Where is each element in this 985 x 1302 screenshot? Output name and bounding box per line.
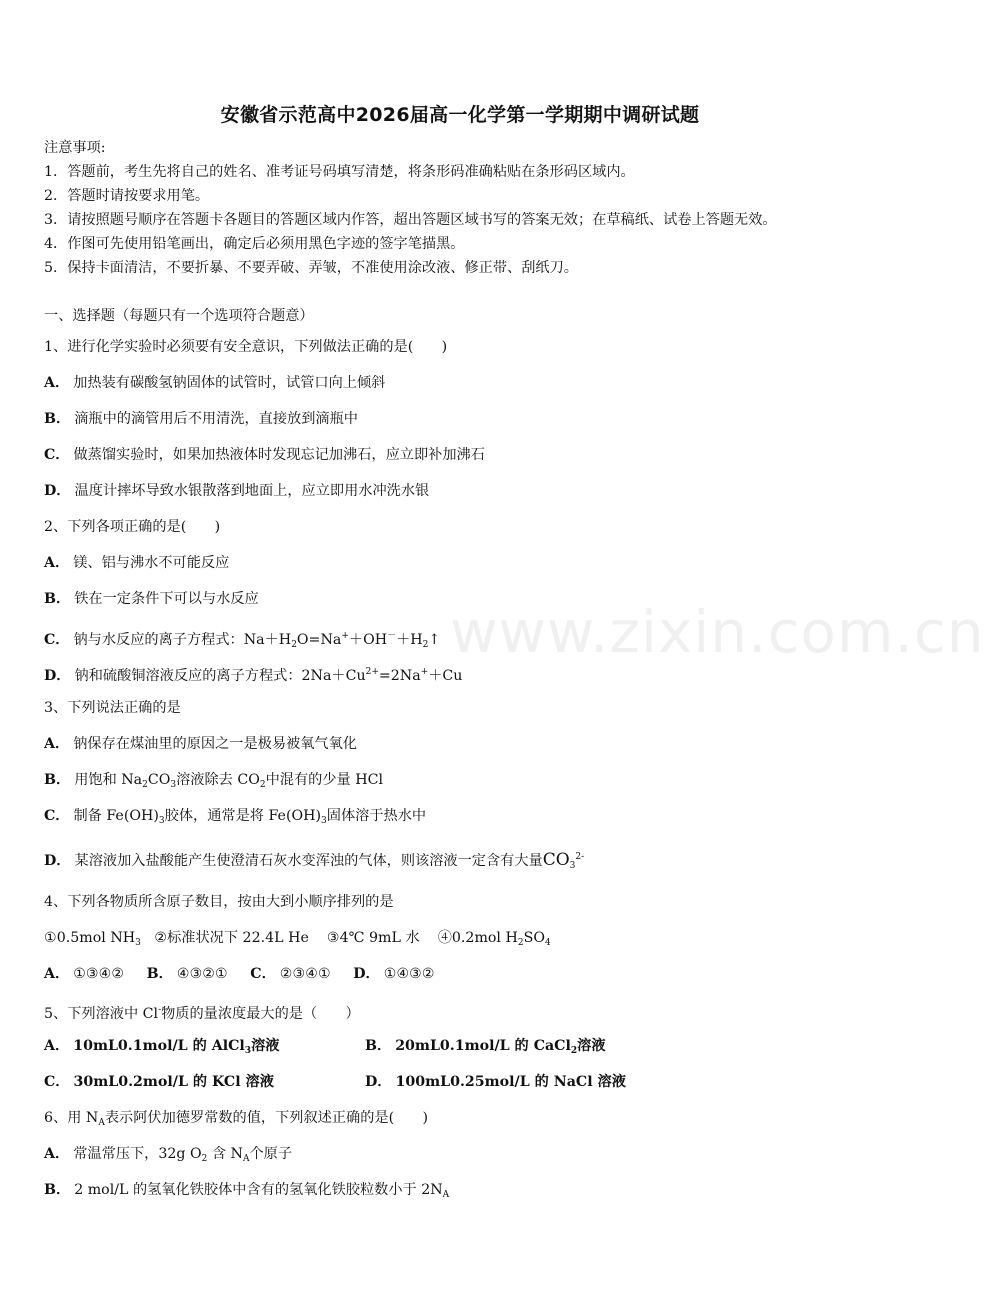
q3-option-c: C． 制备 $Fe(OH)_3$胶体，通常是将 $Fe(OH)_3$固体溶于热水中 <box>44 808 427 826</box>
notice-heading: 注意事项: <box>44 140 106 156</box>
q2-option-b: B． 铁在一定条件下可以与水反应 <box>44 591 259 607</box>
q1-option-a: A． 加热装有碳酸氢钠固体的试管时，试管口向上倾斜 <box>44 375 386 391</box>
q2-stem: 2、下列各项正确的是( ) <box>44 519 221 535</box>
q3-option-a: A． 钠保存在煤油里的原因之一是极易被氧气氧化 <box>44 736 357 752</box>
q5-option-b: B． 20mL0.1mol/L 的 CaCl$_2$溶液 <box>365 1038 606 1056</box>
q4-stem: 4、下列各物质所含原子数目，按由大到小顺序排列的是 <box>44 894 394 910</box>
q3-option-b: B． 用饱和 $Na_2CO_3$溶液除去 $CO_2$中混有的少量 HCl <box>44 772 383 790</box>
q6-option-a: A． 常温常压下，32g $O_2$ 含 $N_A$个原子 <box>44 1146 293 1164</box>
page-title: 安徽省示范高中2026届高一化学第一学期期中调研试题 <box>220 104 700 126</box>
q3-option-d: D． 某溶液加入盐酸能产生使澄清石灰水变浑浊的气体，则该溶液一定含有大量$CO_3^{2-}$ <box>44 850 585 871</box>
q4-items: ①0.5mol $NH_3$ ②标准状况下 22.4L He ③4℃ 9mL 水 ④0.2mol $H_2SO_4$ <box>44 930 551 948</box>
q5-option-c: C． 30mL0.2mol/L 的 KCl 溶液 <box>44 1074 274 1090</box>
q2-option-a: A． 镁、铝与沸水不可能反应 <box>44 555 230 571</box>
q1-option-b: B． 滴瓶中的滴管用后不用清洗，直接放到滴瓶中 <box>44 411 358 427</box>
q1-stem: 1、进行化学实验时必须要有安全意识，下列做法正确的是( ) <box>44 339 448 355</box>
q6-option-b: B． 2 mol/L 的氢氧化铁胶体中含有的氢氧化铁胶粒数小于 $2N_A$ <box>44 1182 450 1200</box>
q5-option-d: D． 100mL0.25mol/L 的 NaCl 溶液 <box>365 1074 626 1090</box>
q4-options: A． ①③④② B． ④③②① C． ②③④① D． ①④③② <box>44 966 435 982</box>
q1-option-c: C． 做蒸馏实验时，如果加热液体时发现忘记加沸石，应立即补加沸石 <box>44 447 485 463</box>
notice-item-3: 3．请按照题号顺序在答题卡各题目的答题区域内作答，超出答题区域书写的答案无效；在草稿纸、试卷上答题无效。 <box>44 212 777 228</box>
watermark: www.zixin.com.cn <box>450 598 985 666</box>
notice-item-1: 1．答题前，考生先将自己的姓名、准考证号码填写清楚，将条形码准确粘贴在条形码区域内。 <box>44 164 635 180</box>
notice-item-4: 4．作图可先使用铅笔画出，确定后必须用黑色字迹的签字笔描黑。 <box>44 236 465 252</box>
q1-option-d: D． 温度计摔坏导致水银散落到地面上，应立即用水冲洗水银 <box>44 483 430 499</box>
notice-item-5: 5．保持卡面清洁，不要折暴、不要弄破、弄皱，不准使用涂改液、修正带、刮纸刀。 <box>44 260 578 276</box>
q2-option-d: D． 钠和硫酸铜溶液反应的离子方程式：$2Na+Cu^{2+}=2Na^++Cu$ <box>44 667 463 684</box>
q5-option-a: A． 10mL0.1mol/L 的 AlCl$_3$溶液 <box>44 1038 280 1056</box>
notice-item-2: 2．答题时请按要求用笔。 <box>44 188 210 204</box>
section-heading: 一、选择题（每题只有一个选项符合题意） <box>44 308 314 324</box>
q3-stem: 3、下列说法正确的是 <box>44 700 181 716</box>
q5-stem: 5、下列溶液中 Cl-物质的量浓度最大的是（ ） <box>44 1005 360 1022</box>
q2-option-c: C． 钠与水反应的离子方程式：$Na+H_2O=Na^++OH^-+H_2↑$ <box>44 631 441 650</box>
q6-stem: 6、用 $N_A$表示阿伏加德罗常数的值，下列叙述正确的是( ) <box>44 1110 429 1128</box>
